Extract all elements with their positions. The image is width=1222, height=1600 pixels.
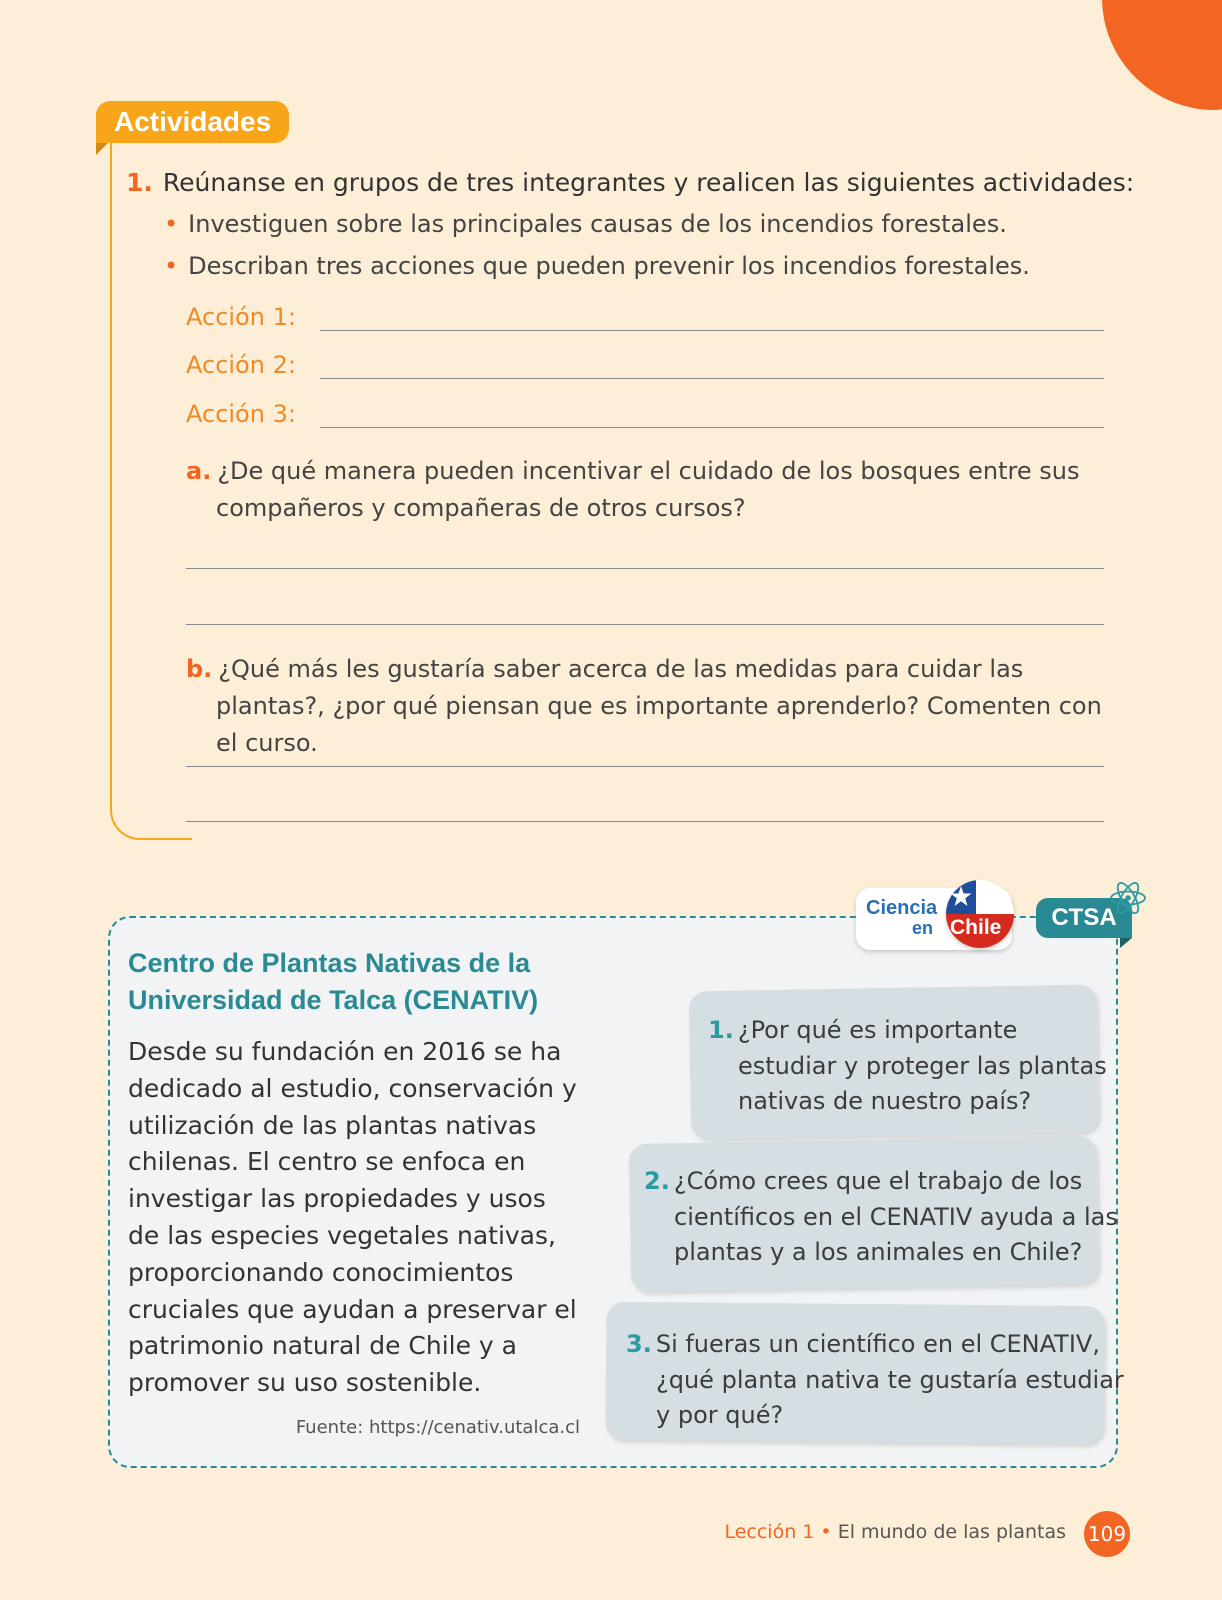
bullet-text: Describan tres acciones que pueden prevenir los incendios forestales.	[188, 252, 1030, 280]
badge-ciencia-text: Ciencia	[866, 897, 938, 919]
atom-icon	[1108, 878, 1148, 918]
bullet-item	[164, 210, 1114, 238]
sub-question-text: ¿Qué más les gustaría saber acerca de las medidas para cuidar las plantas?, ¿por qué piensan que es importante aprenderlo? Comenten con el curso.	[216, 655, 1102, 757]
bullet-dot-icon: •	[164, 210, 179, 238]
lesson-topic: El mundo de las plantas	[837, 1521, 1066, 1543]
sub-question-b	[186, 651, 1126, 762]
footer-lesson	[700, 1521, 1066, 1543]
answer-line-b-1[interactable]	[186, 766, 1104, 767]
sub-question-a	[186, 453, 1126, 527]
activity-question-1	[126, 168, 1135, 197]
cenativ-title: Centro de Plantas Nativas de la Universidad de Talca (CENATIV)	[128, 948, 539, 1015]
cenativ-question-2	[644, 1164, 1122, 1271]
question-number: 2.	[644, 1167, 670, 1195]
activities-tab-fold	[96, 143, 108, 155]
question-text: ¿Cómo crees que el trabajo de los científicos en el CENATIV ayuda a las plantas y a los animales en Chile?	[673, 1167, 1118, 1266]
bullet-text: Investiguen sobre las principales causas de los incendios forestales.	[188, 210, 1007, 238]
badge-chile-text: Chile	[950, 916, 1002, 939]
answer-line-b-2[interactable]	[186, 821, 1104, 822]
question-text: ¿Por qué es importante estudiar y proteger las plantas nativas de nuestro país?	[737, 1016, 1107, 1115]
ctsa-tag: CTSA	[1036, 898, 1132, 938]
lesson-separator: •	[820, 1521, 832, 1543]
question-number: 1.	[126, 168, 153, 197]
answer-line-action-3[interactable]	[320, 427, 1104, 428]
sub-question-text: ¿De qué manera pueden incentivar el cuidado de los bosques entre sus compañeros y compañeras de otros cursos?	[216, 457, 1080, 522]
bullet-item	[164, 252, 1114, 280]
cenativ-question-3	[626, 1327, 1126, 1434]
answer-line-a-1[interactable]	[186, 568, 1104, 569]
page-number: 109	[1084, 1511, 1130, 1557]
question-text: Si fueras un científico en el CENATIV, ¿qué planta nativa te gustaría estudiar y por qué?	[655, 1330, 1124, 1429]
activities-tab: Actividades	[96, 101, 289, 143]
answer-line-a-2[interactable]	[186, 624, 1104, 625]
ctsa-tag-fold	[1120, 938, 1132, 948]
answer-line-action-2[interactable]	[320, 378, 1104, 379]
action-label-3: Acción 3:	[186, 400, 296, 428]
activities-frame	[110, 143, 192, 840]
question-number: 3.	[626, 1330, 652, 1358]
corner-decoration	[1102, 0, 1222, 110]
bullet-dot-icon: •	[164, 252, 179, 280]
cenativ-body: Desde su fundación en 2016 se ha dedicado al estudio, conservación y utilización de las plantas nativas chilenas. El centro se enfoca en investigar las propiedades y usos de las especies vegetales nativas, proporcionando conocimientos cruciales que ayudan a preservar el patrimonio natural de Chile y a promover su uso sostenible.	[128, 1037, 577, 1398]
sub-letter: a.	[186, 457, 212, 485]
lesson-number: Lección 1	[724, 1521, 815, 1543]
question-number: 1.	[708, 1016, 734, 1044]
cenativ-question-1	[708, 1013, 1118, 1120]
action-label-1: Acción 1:	[186, 303, 296, 331]
action-label-2: Acción 2:	[186, 351, 296, 379]
answer-line-action-1[interactable]	[320, 330, 1104, 331]
cenativ-source: Fuente: https://cenativ.utalca.cl	[295, 1417, 580, 1438]
question-text: Reúnanse en grupos de tres integrantes y realicen las siguientes actividades:	[162, 168, 1135, 197]
sub-letter: b.	[186, 655, 213, 683]
badge-en-text: en	[912, 918, 934, 938]
